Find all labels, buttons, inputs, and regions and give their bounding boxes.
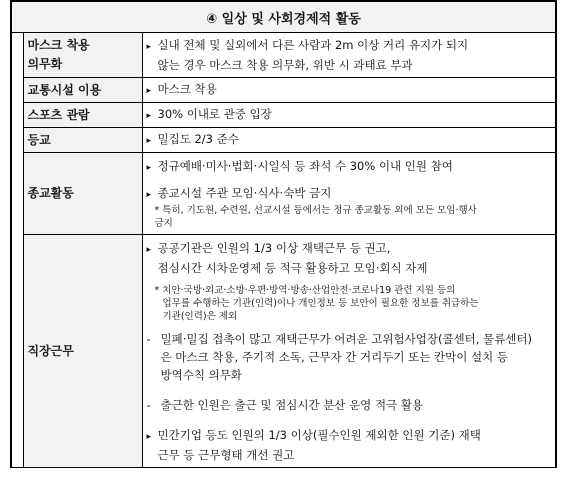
table-row-work (11, 235, 556, 468)
row-content-sports: ▸ 30% 이내로 관중 입장 (142, 103, 556, 128)
section-title: ④ 일상 및 사회경제적 활동 (11, 1, 556, 33)
row-label-transport: 교통시설 이용 (23, 78, 142, 103)
table-row-religion (11, 153, 556, 235)
row-label-school: 등교 (23, 128, 142, 153)
indent-column (11, 33, 23, 468)
row-content-transport: ▸ 마스크 착용 (142, 78, 556, 103)
table-row-school (11, 128, 556, 153)
row-content-work: ▸ 공공기관은 인원의 1/3 이상 재택근무 등 권고, 점심시간 시차운영제 등 적극 활용하고 모임·회식 자제 * 치안·국방·외교·소방·우편·방역·방송·산업안전·코로나19 관련 지원 등의 업무를 수행하는 기관(인력)이나 개인정보 등 보안이 필요한 정보를 취급하는 기관(인력)은 제외 - 밀폐·밀집 접촉이 많고 재택근무가 어려운 고위험사업장(콜센터, 물류센터) 은 마스크 착용, 주기적 소독, 근무자 간 거리두기 또는 칸막이 설치 등 방역수칙 의무화 - 출근한 인원은 출근 및 점심시간 분산 운영 적극 활용 ▸ 민간기업 등도 인원의 1/3 이상(필수인원 제외한 인원 기준) 재택 근무 등 근무형태 개선 권고 (142, 235, 556, 468)
row-label-religion: 종교활동 (23, 153, 142, 235)
table-row-transport (11, 78, 556, 103)
row-label-work: 직장근무 (23, 235, 142, 468)
row-content-school: ▸ 밀집도 2/3 준수 (142, 128, 556, 153)
row-label-sports: 스포츠 관람 (23, 103, 142, 128)
row-label-mask: 마스크 착용 의무화 (23, 33, 142, 78)
row-content-mask: ▸ 실내 전체 및 실외에서 다른 사람과 2m 이상 거리 유지가 되지 않는 경우 마스크 착용 의무화, 위반 시 과태료 부과 (142, 33, 556, 78)
guideline-table-frame (10, 0, 555, 488)
row-content-religion: ▸ 정규예배·미사·법회·시일식 등 좌석 수 30% 이내 인원 참여 ▸ 종교시설 주관 모임·식사·숙박 금지 * 특히, 기도원, 수련원, 선교시설 등에서는 정규 종교활동 외에 모든 모임·행사 금지 (142, 153, 556, 235)
table-row-sports (11, 103, 556, 128)
guideline-table (10, 0, 557, 468)
table-row-mask (11, 33, 556, 78)
